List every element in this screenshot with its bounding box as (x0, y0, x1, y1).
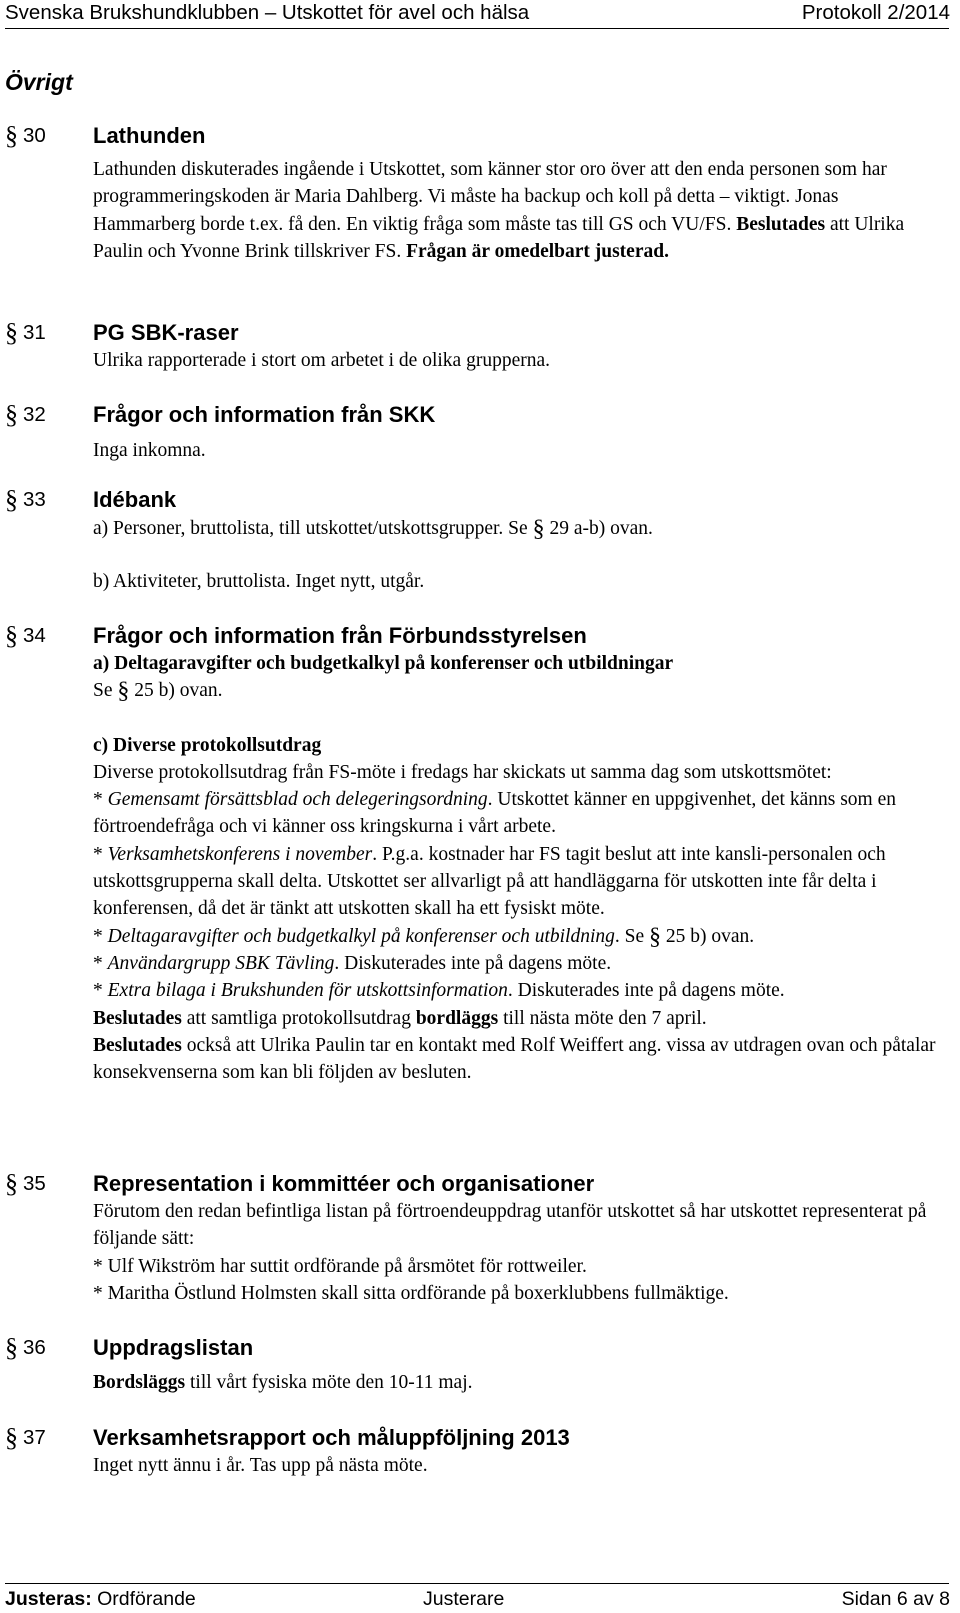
paragraph-symbol: § (532, 516, 545, 542)
extract-intro: Diverse protokollsutdrag från FS-möte i fredags har skickats ut samma dag som utskottsmötet: (93, 761, 832, 783)
representation-intro: Förutom den redan befintliga listan på förtroendeuppdrag utanför utskottet så har utskottet representerat på följande sätt: (93, 1201, 927, 1250)
section-title: Idébank (93, 487, 177, 512)
section-title: Representation i kommittéer och organisationer (93, 1171, 595, 1196)
footer-divider (5, 1583, 949, 1584)
decision-2: Beslutades också att Ulrika Paulin tar en kontakt med Rolf Weiffert ang. vissa av utdragen ovan och påtalar konsekvenserna som kan bli följden av besluten. (93, 1034, 936, 1084)
paragraph-symbol: § (5, 1423, 18, 1452)
section-heading: Övrigt (5, 69, 73, 95)
section-32-text: Inga inkomna. (93, 440, 206, 461)
section-number: 36 (23, 1336, 46, 1359)
section-title: Lathunden (93, 123, 206, 148)
section-34-body (93, 650, 943, 1086)
section-number: 32 (23, 403, 46, 426)
section-36-body (93, 1369, 943, 1396)
section-32-body (93, 437, 943, 464)
paragraph-symbol: § (5, 485, 18, 514)
page-header (0, 0, 953, 26)
section-title: Uppdragslistan (93, 1335, 254, 1360)
paragraph-symbol: § (5, 318, 18, 347)
section-37-body (93, 1452, 943, 1479)
page-number: Sidan 6 av 8 (841, 1588, 950, 1610)
decision-closing: Frågan är omedelbart justerad. (406, 240, 669, 262)
section-number: 34 (23, 624, 46, 647)
extract-item-3: * Deltagaravgifter och budgetkalkyl på konferenser och utbildning. Se § 25 b) ovan. (93, 923, 755, 950)
section-title: Frågor och information från SKK (93, 402, 436, 427)
section-number: 37 (23, 1426, 46, 1449)
section-number: 35 (23, 1172, 46, 1195)
paragraph-symbol: § (649, 923, 661, 950)
page-footer (0, 1586, 953, 1612)
section-number: 33 (23, 488, 46, 511)
assignment-decision: Bordsläggs till vårt fysiska möte den 10-11 maj. (93, 1372, 473, 1393)
section-title: Verksamhetsrapport och måluppföljning 2013 (93, 1425, 570, 1450)
section-title: PG SBK-raser (93, 320, 239, 345)
section-30-body (93, 156, 943, 265)
section-37-text: Inget nytt ännu i år. Tas upp på nästa möte. (93, 1455, 428, 1476)
idea-line-a: a) Personer, bruttolista, till utskottet/utskottsgrupper. Se § 29 a-b) ovan. (93, 516, 653, 542)
section-31-text: Ulrika rapporterade i stort om arbetet i de olika grupperna. (93, 350, 550, 371)
representation-item-1: * Ulf Wikström har suttit ordförande på årsmötet för rottweiler. (93, 1255, 587, 1277)
header-protocol: Protokoll 2/2014 (801, 1, 950, 24)
section-33-body (93, 515, 943, 596)
section-title: Frågor och information från Förbundsstyrelsen (93, 623, 587, 648)
extract-item-2: * Verksamhetskonferens i november. P.g.a. kostnader har FS tagit beslut att inte kansli-personalen och utskottsgrupperna skall delta. Utskottet ser allvarligt på att handläggarna för utskotten inte får delta i konferensen, då det är tänkt att utskotten skall ha ett fysiskt möte. (93, 843, 886, 920)
decision-label: Beslutades (736, 213, 826, 235)
subheading-a: a) Deltagaravgifter och budgetkalkyl på konferenser och utbildningar (93, 653, 674, 674)
footer-signature-chair: Justeras: Ordförande (5, 1588, 196, 1610)
paragraph-symbol: § (5, 400, 18, 429)
idea-line-b: b) Aktiviteter, bruttolista. Inget nytt, utgår. (93, 571, 425, 593)
section-35-body (93, 1198, 943, 1307)
extract-item-1: * Gemensamt försättsblad och delegeringsordning. Utskottet känner en uppgivenhet, det känns som en förtroendefråga och vi känner oss kringskurna i vårt arbete. (93, 789, 897, 838)
footer-signature-adjuster: Justerare (423, 1588, 505, 1610)
subheading-a-text: Se § 25 b) ovan. (93, 678, 223, 705)
paragraph-symbol: § (5, 1333, 18, 1362)
paragraph-symbol: § (5, 121, 18, 150)
paragraph-symbol: § (5, 1169, 18, 1198)
representation-item-2: * Maritha Östlund Holmsten skall sitta ordförande på boxerklubbens fullmäktige. (93, 1282, 729, 1304)
section-number: 31 (23, 321, 46, 344)
header-divider (5, 28, 949, 29)
decision-1: Beslutades att samtliga protokollsutdrag bordläggs till nästa möte den 7 april. (93, 1007, 707, 1029)
section-number: 30 (23, 124, 46, 147)
section-30-text: Lathunden diskuterades ingående i Utskottet, som känner stor oro över att den enda personen som har programmeringskoden är Maria Dahlberg. Vi måste ha backup och koll på detta – viktigt. Jonas Hammarberg borde t.ex. få den. En viktig fråga som måste tas till GS och VU/FS. Beslutades att Ulrika Paulin och Yvonne Brink tillskriver FS. Frågan är omedelbart justerad. (93, 159, 905, 262)
extract-item-4: * Användargrupp SBK Tävling. Diskuterades inte på dagens möte. (93, 952, 612, 974)
section-31-body (93, 347, 943, 374)
extract-item-5: * Extra bilaga i Brukshunden för utskottsinformation. Diskuterades inte på dagens möte. (93, 980, 785, 1002)
paragraph-symbol: § (117, 678, 130, 705)
paragraph-symbol: § (5, 621, 18, 650)
header-title: Svenska Brukshundklubben – Utskottet för avel och hälsa (5, 1, 530, 24)
subheading-c: c) Diverse protokollsutdrag (93, 734, 322, 756)
